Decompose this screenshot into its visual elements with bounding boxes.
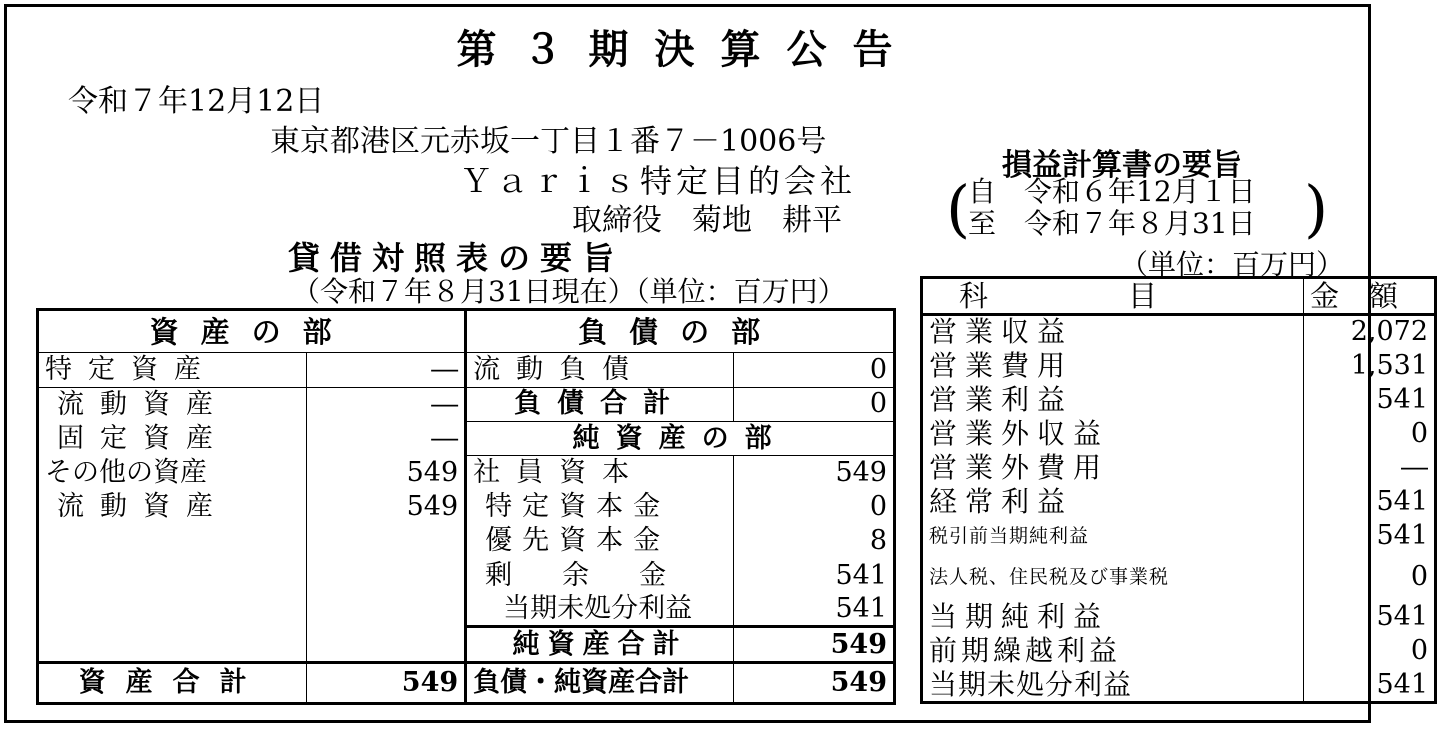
- col-item-header: 科目: [922, 278, 1304, 315]
- pl-value: 541: [1304, 485, 1436, 519]
- asset-value: 549: [307, 490, 466, 524]
- income-statement-title: 損益計算書の要旨: [1002, 148, 1242, 183]
- net-asset-label: 当期未処分利益: [466, 593, 734, 627]
- income-statement-period: [946, 172, 1329, 245]
- pl-label: 営業費用: [922, 349, 1304, 383]
- liabilities-total-value: 0: [734, 387, 895, 421]
- net-asset-value: 541: [734, 593, 895, 627]
- pl-label: 営業外収益: [922, 417, 1304, 451]
- pl-value: 541: [1304, 519, 1436, 553]
- asset-value: ―: [307, 353, 466, 387]
- pl-value: 0: [1304, 553, 1436, 600]
- asset-label: 流動資産: [38, 490, 307, 524]
- pl-label: 営業外費用: [922, 451, 1304, 485]
- col-amount-header: 金額: [1304, 278, 1436, 315]
- company-address: 東京都港区元赤坂一丁目１番７－1006号: [270, 124, 827, 159]
- period-to: 至 令和７年８月31日: [968, 207, 1256, 240]
- pl-value: 1,531: [1304, 349, 1436, 383]
- open-brace: (: [946, 172, 971, 245]
- net-assets-total-value: 549: [734, 627, 895, 662]
- pl-value: 541: [1304, 668, 1436, 702]
- pl-label: 経常利益: [922, 485, 1304, 519]
- pl-label: 前期繰越利益: [922, 634, 1304, 668]
- balance-sheet-subtitle: （令和７年８月31日現在）（単位：百万円）: [292, 275, 846, 308]
- liability-label: 流動負債: [466, 353, 734, 387]
- company-name: Ｙａｒｉｓ特定目的会社: [460, 162, 857, 200]
- asset-label: その他の資産: [38, 456, 307, 490]
- net-asset-value: 0: [734, 490, 895, 524]
- net-asset-label: 特定資本金: [466, 490, 734, 524]
- asset-label: 特定資産: [38, 353, 307, 387]
- pl-value: 541: [1304, 600, 1436, 634]
- net-asset-label: 社員資本: [466, 456, 734, 490]
- net-asset-value: 8: [734, 524, 895, 558]
- net-asset-value: 549: [734, 456, 895, 490]
- income-statement-unit: （単位：百万円）: [1120, 248, 1345, 281]
- liability-value: 0: [734, 353, 895, 387]
- net-assets-header: 純資産の部: [466, 421, 895, 455]
- net-asset-label: 剰余金: [466, 558, 734, 592]
- asset-value: ―: [307, 387, 466, 421]
- balance-sheet-title: 貸借対照表の要旨: [288, 239, 625, 277]
- period-from: 自 令和６年12月１日: [968, 175, 1256, 208]
- representative: 取締役 菊地 耕平: [572, 203, 842, 238]
- pl-label: 当期未処分利益: [922, 668, 1304, 702]
- notice-date: 令和７年12月12日: [68, 84, 325, 119]
- pl-value: ―: [1304, 451, 1436, 485]
- notice-title: 第３期決算公告: [456, 27, 919, 73]
- liabilities-total-label: 負債合計: [466, 387, 734, 421]
- liab-net-total-value: 549: [734, 662, 895, 703]
- assets-total-value: 549: [307, 662, 466, 703]
- pl-label: 営業利益: [922, 383, 1304, 417]
- net-asset-value: 541: [734, 558, 895, 592]
- assets-header: 資産の部: [38, 310, 466, 353]
- pl-label: 税引前当期純利益: [922, 519, 1304, 553]
- pl-label: 営業収益: [922, 315, 1304, 349]
- net-assets-total-label: 純資産合計: [466, 627, 734, 662]
- pl-value: 0: [1304, 417, 1436, 451]
- pl-value: 0: [1304, 634, 1436, 668]
- pl-value: 2,072: [1304, 315, 1436, 349]
- pl-value: 541: [1304, 383, 1436, 417]
- asset-value: 549: [307, 456, 466, 490]
- close-brace: ): [1304, 172, 1329, 245]
- liabilities-header: 負債の部: [466, 310, 895, 353]
- assets-total-label: 資産合計: [38, 662, 307, 703]
- asset-label: 流動資産: [38, 387, 307, 421]
- asset-label: 固定資産: [38, 421, 307, 455]
- liab-net-total-label: 負債・純資産合計: [466, 662, 734, 703]
- net-asset-label: 優先資本金: [466, 524, 734, 558]
- asset-value: ―: [307, 421, 466, 455]
- pl-label: 法人税、住民税及び事業税: [922, 553, 1304, 600]
- pl-label: 当期純利益: [922, 600, 1304, 634]
- income-statement-table: [920, 276, 1437, 704]
- balance-sheet-table: [36, 308, 896, 705]
